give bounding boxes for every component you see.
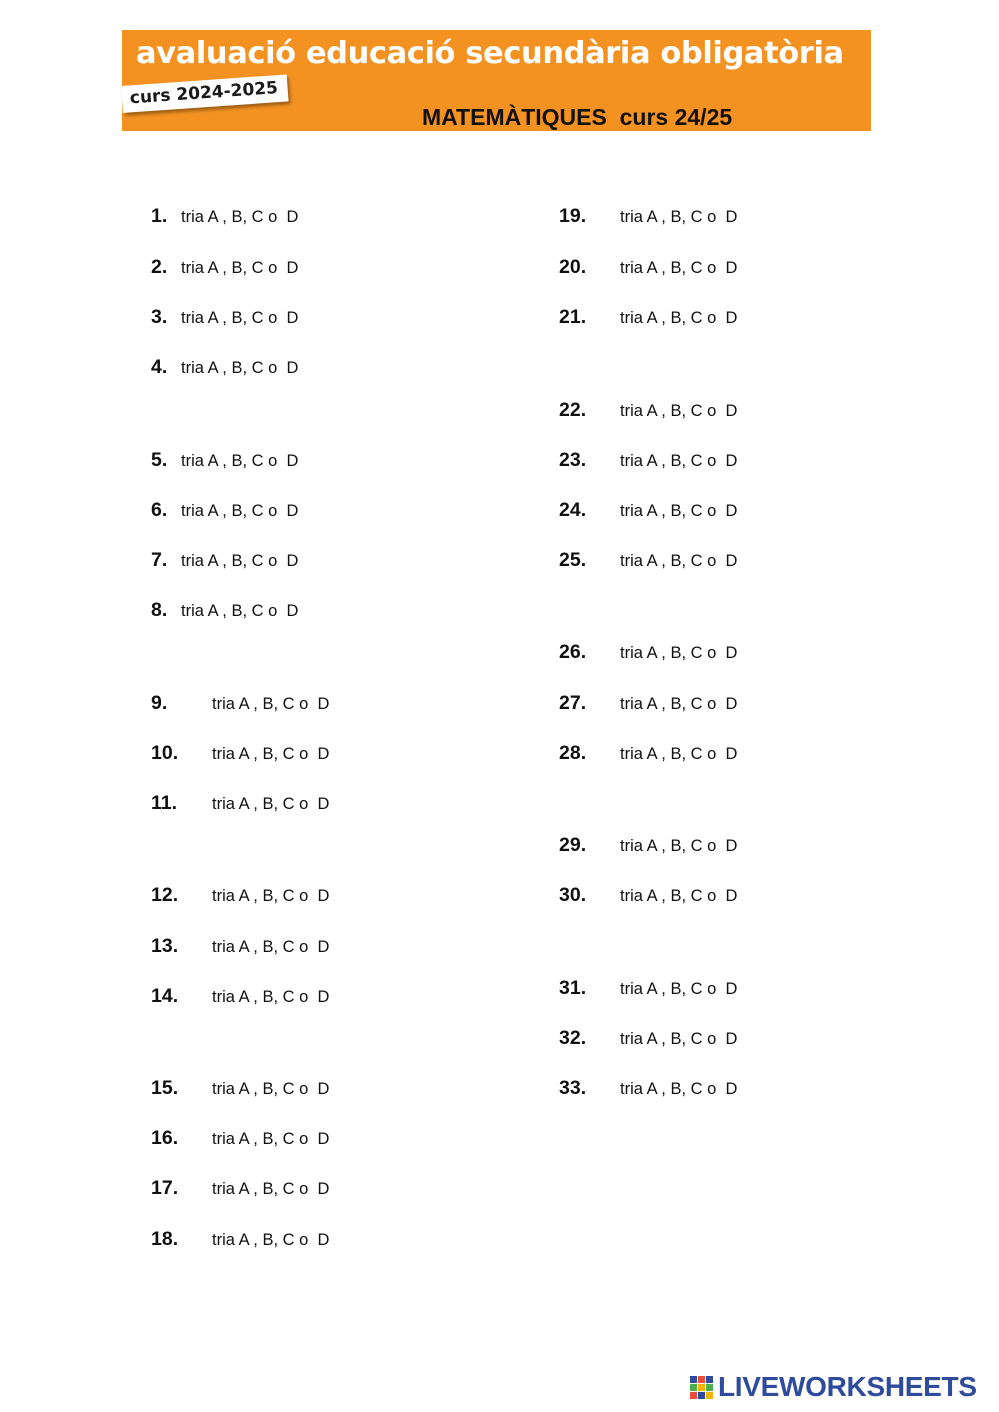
question-number: 4. bbox=[151, 356, 168, 378]
question-row bbox=[151, 1077, 330, 1101]
answer-choice-prompt[interactable]: tria A , B, C o D bbox=[181, 602, 299, 620]
question-row bbox=[559, 641, 738, 665]
question-row bbox=[151, 1177, 330, 1201]
question-row bbox=[151, 205, 299, 229]
question-number: 27. bbox=[559, 692, 587, 714]
answer-choice-prompt[interactable]: tria A , B, C o D bbox=[620, 980, 738, 998]
answer-choice-prompt[interactable]: tria A , B, C o D bbox=[212, 1231, 330, 1249]
question-number: 30. bbox=[559, 884, 587, 906]
question-number: 3. bbox=[151, 306, 168, 328]
question-row bbox=[151, 549, 299, 573]
question-row bbox=[559, 549, 738, 573]
question-number: 25. bbox=[559, 549, 587, 571]
question-number: 18. bbox=[151, 1228, 179, 1250]
question-row bbox=[559, 742, 738, 766]
question-number: 6. bbox=[151, 499, 168, 521]
question-number: 12. bbox=[151, 884, 179, 906]
answer-choice-prompt[interactable]: tria A , B, C o D bbox=[620, 402, 738, 420]
question-number: 19. bbox=[559, 205, 587, 227]
question-number: 17. bbox=[151, 1177, 179, 1199]
liveworksheets-logo-icon bbox=[690, 1376, 714, 1400]
question-row bbox=[151, 256, 299, 280]
question-number: 14. bbox=[151, 985, 179, 1007]
question-row bbox=[559, 256, 738, 280]
banner-title: avaluació educació secundària obligatòria bbox=[136, 36, 844, 71]
answer-choice-prompt[interactable]: tria A , B, C o D bbox=[620, 552, 738, 570]
header-banner bbox=[122, 30, 871, 131]
question-number: 26. bbox=[559, 641, 587, 663]
answer-choice-prompt[interactable]: tria A , B, C o D bbox=[620, 502, 738, 520]
question-row bbox=[559, 884, 738, 908]
answer-choice-prompt[interactable]: tria A , B, C o D bbox=[212, 795, 330, 813]
question-row bbox=[151, 1127, 330, 1151]
question-number: 16. bbox=[151, 1127, 179, 1149]
answer-choice-prompt[interactable]: tria A , B, C o D bbox=[212, 1180, 330, 1198]
question-row bbox=[559, 449, 738, 473]
question-number: 22. bbox=[559, 399, 587, 421]
answer-choice-prompt[interactable]: tria A , B, C o D bbox=[212, 887, 330, 905]
question-number: 20. bbox=[559, 256, 587, 278]
question-row bbox=[151, 1228, 330, 1252]
question-row bbox=[559, 205, 738, 229]
answer-choice-prompt[interactable]: tria A , B, C o D bbox=[212, 938, 330, 956]
question-row bbox=[151, 356, 299, 380]
answer-choice-prompt[interactable]: tria A , B, C o D bbox=[212, 1130, 330, 1148]
answer-choice-prompt[interactable]: tria A , B, C o D bbox=[181, 309, 299, 327]
question-number: 33. bbox=[559, 1077, 587, 1099]
question-row bbox=[151, 692, 330, 716]
question-number: 1. bbox=[151, 205, 168, 227]
question-row bbox=[151, 306, 299, 330]
question-number: 23. bbox=[559, 449, 587, 471]
question-row bbox=[151, 792, 330, 816]
answer-choice-prompt[interactable]: tria A , B, C o D bbox=[620, 745, 738, 763]
question-number: 9. bbox=[151, 692, 168, 714]
answer-choice-prompt[interactable]: tria A , B, C o D bbox=[620, 1080, 738, 1098]
question-row bbox=[151, 935, 330, 959]
question-number: 32. bbox=[559, 1027, 587, 1049]
question-row bbox=[559, 834, 738, 858]
question-row bbox=[559, 1027, 738, 1051]
answer-choice-prompt[interactable]: tria A , B, C o D bbox=[212, 1080, 330, 1098]
question-row bbox=[151, 742, 330, 766]
answer-choice-prompt[interactable]: tria A , B, C o D bbox=[212, 988, 330, 1006]
answer-choice-prompt[interactable]: tria A , B, C o D bbox=[620, 837, 738, 855]
answer-choice-prompt[interactable]: tria A , B, C o D bbox=[620, 695, 738, 713]
question-number: 29. bbox=[559, 834, 587, 856]
answer-choice-prompt[interactable]: tria A , B, C o D bbox=[212, 745, 330, 763]
question-number: 21. bbox=[559, 306, 587, 328]
question-row bbox=[151, 599, 299, 623]
question-number: 13. bbox=[151, 935, 179, 957]
question-number: 31. bbox=[559, 977, 587, 999]
liveworksheets-logo-text: LIVEWORKSHEETS bbox=[718, 1371, 977, 1402]
question-row bbox=[559, 306, 738, 330]
question-number: 28. bbox=[559, 742, 587, 764]
question-number: 24. bbox=[559, 499, 587, 521]
question-number: 8. bbox=[151, 599, 168, 621]
year-tag: curs 2024-2025 bbox=[121, 74, 289, 113]
answer-choice-prompt[interactable]: tria A , B, C o D bbox=[181, 208, 299, 226]
answer-choice-prompt[interactable]: tria A , B, C o D bbox=[620, 309, 738, 327]
answer-choice-prompt[interactable]: tria A , B, C o D bbox=[620, 452, 738, 470]
question-number: 11. bbox=[151, 792, 178, 814]
answer-choice-prompt[interactable]: tria A , B, C o D bbox=[181, 452, 299, 470]
question-row bbox=[151, 985, 330, 1009]
question-row bbox=[559, 692, 738, 716]
answer-choice-prompt[interactable]: tria A , B, C o D bbox=[620, 208, 738, 226]
answer-choice-prompt[interactable]: tria A , B, C o D bbox=[181, 502, 299, 520]
answer-choice-prompt[interactable]: tria A , B, C o D bbox=[181, 552, 299, 570]
answer-choice-prompt[interactable]: tria A , B, C o D bbox=[181, 359, 299, 377]
question-number: 15. bbox=[151, 1077, 179, 1099]
question-row bbox=[559, 977, 738, 1001]
question-row bbox=[151, 499, 299, 523]
answer-choice-prompt[interactable]: tria A , B, C o D bbox=[620, 644, 738, 662]
question-row bbox=[559, 399, 738, 423]
question-number: 7. bbox=[151, 549, 168, 571]
subject-title: MATEMÀTIQUES curs 24/25 bbox=[422, 104, 733, 130]
question-number: 10. bbox=[151, 742, 179, 764]
question-number: 5. bbox=[151, 449, 168, 471]
answer-choice-prompt[interactable]: tria A , B, C o D bbox=[620, 1030, 738, 1048]
answer-choice-prompt[interactable]: tria A , B, C o D bbox=[620, 259, 738, 277]
question-number: 2. bbox=[151, 256, 168, 278]
answer-choice-prompt[interactable]: tria A , B, C o D bbox=[181, 259, 299, 277]
question-row bbox=[151, 884, 330, 908]
answer-choice-prompt[interactable]: tria A , B, C o D bbox=[620, 887, 738, 905]
answer-choice-prompt[interactable]: tria A , B, C o D bbox=[212, 695, 330, 713]
question-row bbox=[151, 449, 299, 473]
question-row bbox=[559, 1077, 738, 1101]
question-row bbox=[559, 499, 738, 523]
